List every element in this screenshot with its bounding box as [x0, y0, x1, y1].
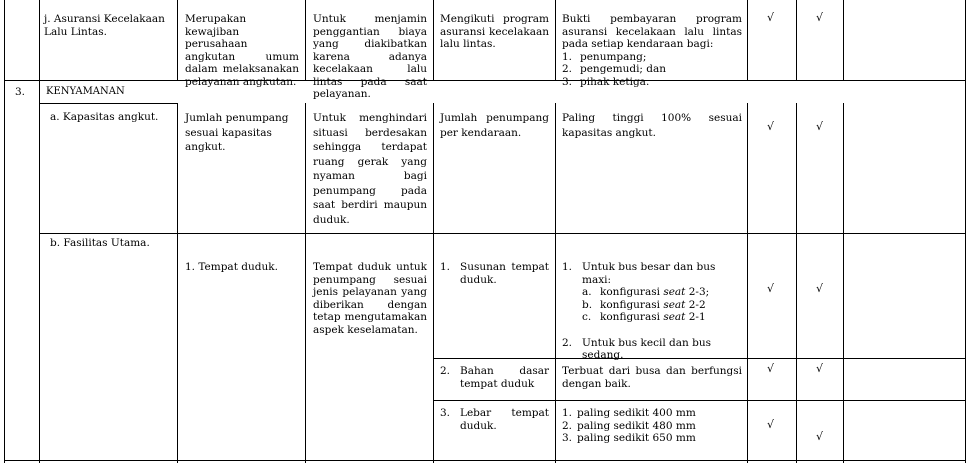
list-item: 3. pihak ketiga. — [562, 75, 650, 88]
check-mark: √ — [767, 362, 775, 375]
grid-line — [4, 0, 5, 463]
grid-line — [796, 0, 797, 80]
section-number: 3. — [15, 86, 26, 98]
row-j-indikator: Merupakan kewajiban perusahaan angkutan umum dalam melaksanakan pelayanan angkutan. — [185, 13, 299, 88]
row-a-indikator: Jumlah penumpang sesuai kapasitas angkut. — [185, 112, 289, 153]
row-a-standar: Paling tinggi 100% sesuai kapasitas angkut. — [562, 112, 742, 139]
row-b-sub2-parameter: 2. Bahan dasar tempat duduk — [440, 365, 549, 390]
grid-line — [796, 103, 797, 463]
check-mark: √ — [767, 11, 775, 24]
row-j-item: j. Asuransi Kecelakaan Lalu Lintas. — [44, 13, 165, 38]
grid-line — [965, 0, 966, 463]
row-b-item: b. Fasilitas Utama. — [50, 237, 150, 249]
row-j-standar-intro: Bukti pembayaran program asuransi kecelakaan lalu lintas pada setiap kendaraan bagi: — [562, 13, 742, 50]
grid-line — [305, 0, 306, 80]
grid-line — [433, 103, 434, 463]
list-item: a. konfigurasi seat 2-3; — [582, 286, 710, 298]
grid-line — [177, 103, 178, 463]
row-b-sub1-standar — [562, 261, 742, 362]
grid-line — [4, 80, 966, 81]
grid-line — [39, 233, 966, 234]
list-item: 1. paling sedikit 400 mm — [562, 407, 696, 419]
check-mark: √ — [767, 282, 775, 295]
grid-line — [747, 103, 748, 463]
grid-line — [4, 460, 966, 461]
grid-line — [843, 103, 844, 463]
grid-line — [177, 0, 178, 80]
grid-line — [39, 0, 40, 463]
row-j-standar — [562, 13, 742, 88]
row-b-sub1-parameter: 1. Susunan tempat duduk. — [440, 261, 549, 286]
grid-line — [305, 103, 306, 463]
list-item: 1. Untuk bus besar dan bus maxi: — [562, 261, 716, 286]
grid-line — [555, 0, 556, 80]
check-mark: √ — [767, 418, 775, 431]
check-mark: √ — [816, 11, 824, 24]
grid-line — [39, 103, 177, 104]
list-item: 2. pengemudi; dan — [562, 63, 667, 75]
row-b-sub2-standar: Terbuat dari busa dan berfungsi dengan baik. — [562, 365, 742, 390]
grid-line — [747, 0, 748, 80]
row-b-sub3-standar — [562, 407, 742, 445]
row-a-item: a. Kapasitas angkut. — [50, 111, 159, 123]
list-item: 2. paling sedikit 480 mm — [562, 419, 696, 432]
grid-line — [555, 103, 556, 463]
check-mark: √ — [816, 120, 824, 133]
check-mark: √ — [767, 120, 775, 133]
list-item: 2. Untuk bus kecil dan bus sedang. — [562, 336, 711, 361]
grid-line — [433, 0, 434, 80]
list-item: c. konfigurasi seat 2-1 — [582, 311, 706, 323]
row-b-indikator: 1. Tempat duduk. — [185, 261, 278, 273]
row-b-sub3-parameter: 3. Lebar tempat duduk. — [440, 407, 549, 432]
check-mark: √ — [816, 430, 824, 443]
row-j-tujuan: Untuk menjamin penggantian biaya yang diakibatkan karena adanya kecelakaan lalu lintas pada saat pelayanan. — [313, 13, 427, 100]
check-mark: √ — [816, 282, 824, 295]
grid-line — [433, 400, 966, 401]
row-a-parameter: Jumlah penumpang per kendaraan. — [440, 112, 549, 139]
list-item: b. konfigurasi seat 2-2 — [582, 298, 706, 311]
row-j-parameter: Mengikuti program asuransi kecelakaan lalu lintas. — [440, 13, 549, 50]
row-a-tujuan: Untuk menghindari situasi berdesakan sehingga terdapat ruang gerak yang nyaman bagi penumpang pada saat berdiri maupun duduk. — [313, 112, 427, 226]
list-item: 1. penumpang; — [562, 50, 647, 63]
list-item: 3. paling sedikit 650 mm — [562, 432, 696, 444]
row-b-tujuan: Tempat duduk untuk penumpang sesuai jenis pelayanan yang diberikan dengan tetap mengutamakan aspek keselamatan. — [313, 261, 427, 336]
grid-line — [843, 0, 844, 80]
check-mark: √ — [816, 362, 824, 375]
section-title: KENYAMANAN — [46, 86, 125, 97]
